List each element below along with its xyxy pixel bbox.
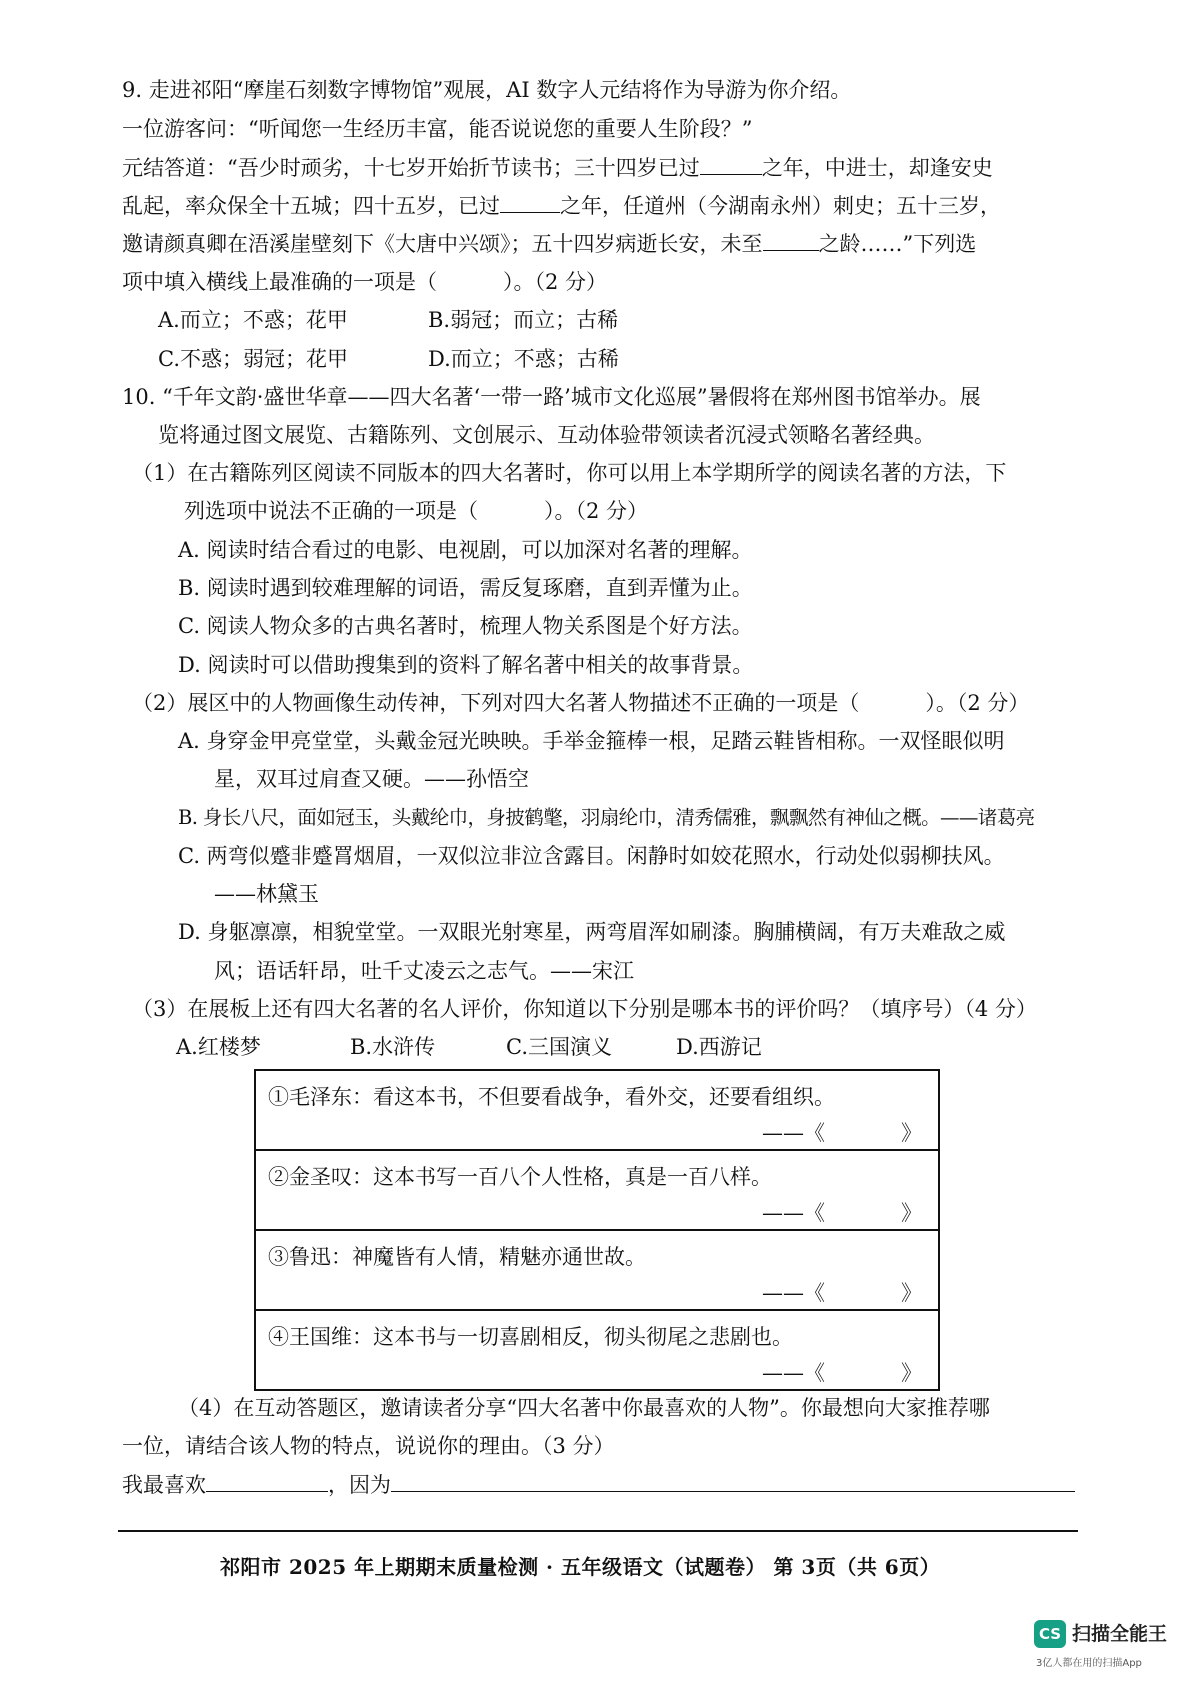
evaluation-source <box>762 1117 922 1147</box>
page-footer: 祁阳市 2025 年上期期末质量检测 · 五年级语文（试题卷） 第 3页（共 6页） <box>220 1555 941 1579</box>
q10-part3-option-c: C.三国演义 <box>506 1035 612 1059</box>
scanner-app-name: 扫描全能王 <box>1072 1623 1168 1645</box>
q9-stem-line4 <box>122 192 1001 220</box>
q9-text: 乱起，率众保全十五城；四十五岁，已过 <box>122 194 500 218</box>
evaluation-row <box>255 1230 939 1310</box>
q10-part3-option-d: D.西游记 <box>676 1035 762 1059</box>
q9-option-d: D.而立；不惑；古稀 <box>428 347 619 371</box>
source-open: ——《 <box>762 1201 825 1225</box>
q10-part4-line2: 一位，请结合该人物的特点，说说你的理由。（3 分） <box>122 1434 615 1458</box>
q10-stem-line1: 10. “千年文韵·盛世华章——四大名著‘一带一路’城市文化巡展”暑假将在郑州图书馆举办。展 <box>122 385 981 409</box>
q10-part4-line1: （4）在互动答题区，邀请读者分享“四大名著中你最喜欢的人物”。你最想向大家推荐哪 <box>178 1396 990 1420</box>
evaluation-table <box>254 1069 940 1391</box>
q9-text: 之年，中进士，却逢安史 <box>761 156 993 180</box>
evaluation-row <box>255 1310 939 1390</box>
q10-part1-option-d: D. 阅读时可以借助搜集到的资料了解名著中相关的故事背景。 <box>178 653 754 677</box>
q10-part1-option-a: A. 阅读时结合看过的电影、电视剧，可以加深对名著的理解。 <box>178 538 753 562</box>
q10-part2-option-d-line1: D. 身躯凛凛，相貌堂堂。一双眼光射寒星，两弯眉浑如刷漆。胸脯横阔，有万夫难敌之威 <box>178 920 1006 944</box>
q10-text: ）。（2 分） <box>925 691 1030 715</box>
reason-blank[interactable] <box>391 1471 1075 1492</box>
source-open: ——《 <box>762 1281 825 1305</box>
q10-text: 我最喜欢 <box>122 1473 206 1497</box>
q9-option-b: B.弱冠；而立；古稀 <box>428 308 619 332</box>
q10-part3-line1: （3）在展板上还有四大名著的名人评价，你知道以下分别是哪本书的评价吗？（填序号）（4 分） <box>132 997 1037 1021</box>
answer-blank[interactable] <box>763 230 819 251</box>
q10-part4-answer-line <box>122 1471 1075 1499</box>
q10-part2-option-b: B. 身长八尺，面如冠玉，头戴纶巾，身披鹤氅，羽扇纶巾，清秀儒雅，飘飘然有神仙之概。——诸葛亮 <box>178 806 1035 829</box>
source-open: ——《 <box>762 1361 825 1385</box>
q10-part2-line1 <box>132 689 1029 717</box>
evaluation-row <box>255 1070 939 1150</box>
footer-divider <box>118 1530 1078 1532</box>
evaluation-cell <box>255 1070 939 1150</box>
source-close: 》 <box>901 1361 922 1385</box>
q10-part3-option-b: B.水浒传 <box>350 1035 436 1059</box>
q9-stem-line6 <box>122 268 607 296</box>
favorite-character-blank[interactable] <box>206 1471 328 1492</box>
q10-text: （2）展区中的人物画像生动传神，下列对四大名著人物描述不正确的一项是（ <box>132 691 860 715</box>
evaluation-source <box>762 1277 922 1307</box>
q9-text: 之龄……”下列选 <box>818 232 977 256</box>
source-open: ——《 <box>762 1121 825 1145</box>
evaluation-source <box>762 1197 922 1227</box>
q9-stem-line1: 9. 走进祁阳“摩崖石刻数字博物馆”观展，AI 数字人元结将作为导游为你介绍。 <box>122 78 852 102</box>
q10-part3-option-a: A.红楼梦 <box>176 1035 261 1059</box>
q10-text: ，因为 <box>328 1473 391 1497</box>
q9-text: 邀请颜真卿在浯溪崖壁刻下《大唐中兴颂》；五十四岁病逝长安，未至 <box>122 232 763 256</box>
q10-part1-line2 <box>184 497 648 525</box>
evaluation-quote: ③鲁迅：神魔皆有人情，精魅亦通世故。 <box>268 1245 646 1269</box>
source-close: 》 <box>901 1201 922 1225</box>
source-close: 》 <box>901 1281 922 1305</box>
q10-part2-option-c-line2: ——林黛玉 <box>214 882 319 906</box>
q9-stem-line3 <box>122 154 993 182</box>
evaluation-quote: ④王国维：这本书与一切喜剧相反，彻头彻尾之悲剧也。 <box>268 1325 793 1349</box>
q9-text: 项中填入横线上最准确的一项是（ <box>122 270 437 294</box>
scanner-app-tagline: 3亿人都在用的扫描App <box>1036 1658 1142 1669</box>
q9-text: 元结答道：“吾少时顽劣，十七岁开始折节读书；三十四岁已过 <box>122 156 700 180</box>
q9-stem-line5 <box>122 230 976 258</box>
q10-stem-line2: 览将通过图文展览、古籍陈列、文创展示、互动体验带领读者沉浸式领略名著经典。 <box>158 423 935 447</box>
evaluation-quote: ①毛泽东：看这本书，不但要看战争，看外交，还要看组织。 <box>268 1085 835 1109</box>
scanner-logo-icon: CS <box>1034 1620 1066 1648</box>
evaluation-source <box>762 1357 922 1387</box>
q9-text: 之年，任道州（今湖南永州）刺史；五十三岁， <box>560 194 1001 218</box>
q10-part1-option-c: C. 阅读人物众多的古典名著时，梳理人物关系图是个好方法。 <box>178 614 753 638</box>
q10-part1-line1: （1）在古籍陈列区阅读不同版本的四大名著时，你可以用上本学期所学的阅读名著的方法，下 <box>132 461 1007 485</box>
q10-text: 列选项中说法不正确的一项是（ <box>184 499 478 523</box>
evaluation-quote: ②金圣叹：这本书写一百八个人性格，真是一百八样。 <box>268 1165 772 1189</box>
q10-part1-option-b: B. 阅读时遇到较难理解的词语，需反复琢磨，直到弄懂为止。 <box>178 576 753 600</box>
evaluation-cell <box>255 1230 939 1310</box>
q9-option-c: C.不惑；弱冠；花甲 <box>158 347 348 371</box>
q10-part2-option-a-line1: A. 身穿金甲亮堂堂，头戴金冠光映映。手举金箍棒一根，足踏云鞋皆相称。一双怪眼似明 <box>178 729 1005 753</box>
q9-stem-line2: 一位游客问：“听闻您一生经历丰富，能否说说您的重要人生阶段？” <box>122 117 753 141</box>
q10-part2-option-c-line1: C. 两弯似蹙非蹙罥烟眉，一双似泣非泣含露目。闲静时如姣花照水，行动处似弱柳扶风。 <box>178 844 1005 868</box>
answer-blank[interactable] <box>500 192 560 213</box>
evaluation-cell <box>255 1150 939 1230</box>
source-close: 》 <box>901 1121 922 1145</box>
answer-blank[interactable] <box>700 154 762 175</box>
evaluation-cell <box>255 1310 939 1390</box>
q10-text: ）。（2 分） <box>544 499 649 523</box>
q9-text: ）。（2 分） <box>503 270 608 294</box>
q9-option-a: A.而立；不惑；花甲 <box>158 308 348 332</box>
q10-part2-option-a-line2: 星，双耳过肩查又硬。——孙悟空 <box>214 767 529 791</box>
q10-part2-option-d-line2: 风；语话轩昂，吐千丈凌云之志气。——宋江 <box>214 959 634 983</box>
evaluation-row <box>255 1150 939 1230</box>
